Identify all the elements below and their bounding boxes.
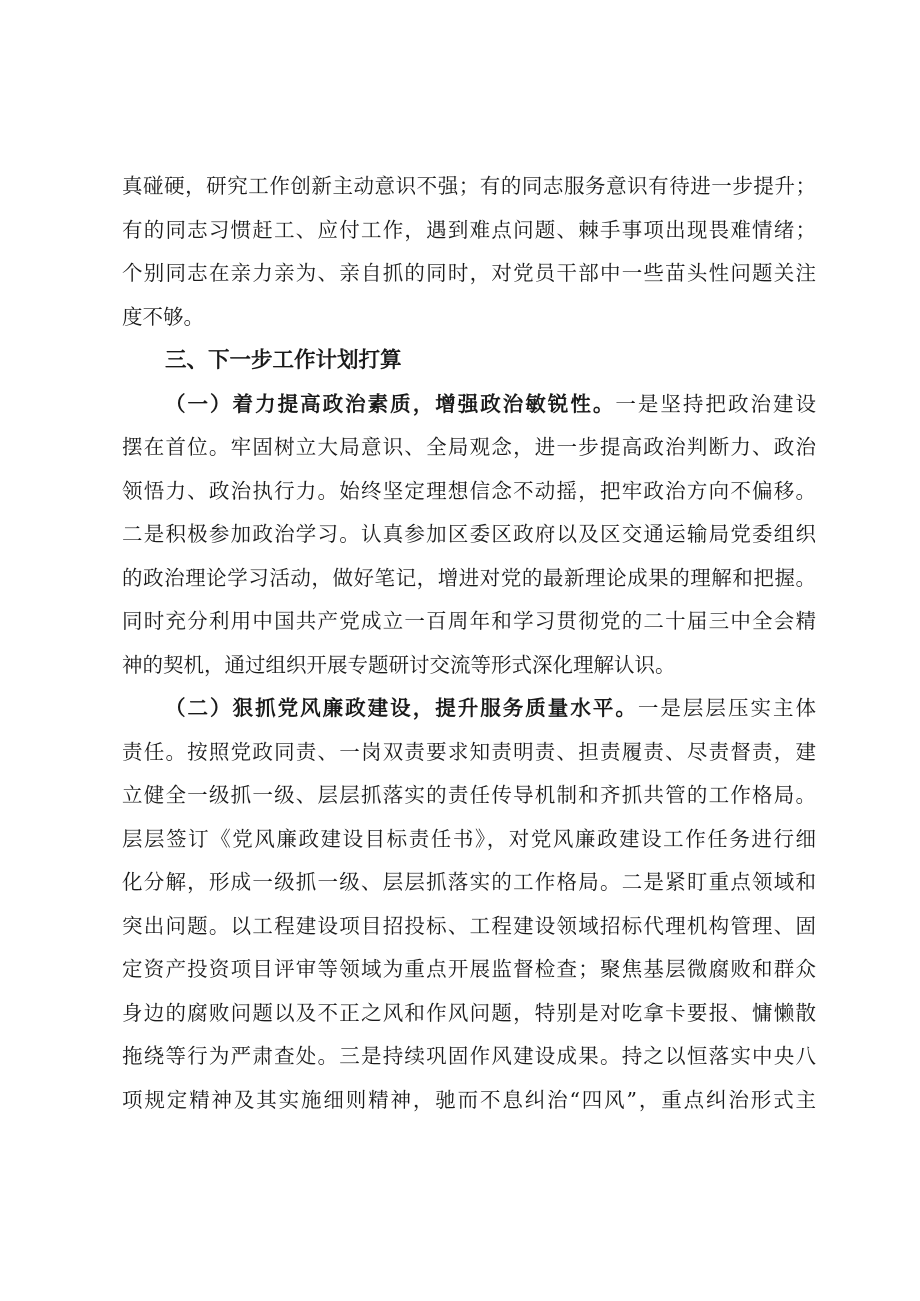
text-line: 定资产投资项目评审等领域为重点开展监督检查；聚焦基层微腐败和群众 — [122, 957, 816, 981]
text-line: 领悟力、政治执行力。始终坚定理想信念不动摇，把牢政治方向不偏移。 — [122, 478, 816, 503]
text-line: 层层签订《党风廉政建设目标责任书》，对党风廉政建设工作任务进行细 — [122, 826, 816, 851]
text-line: 真碰硬，研究工作创新主动意识不强；有的同志服务意识有待进一步提升； — [122, 174, 816, 198]
text-line: 化分解，形成一级抓一级、层层抓落实的工作格局。二是紧盯重点领域和 — [122, 870, 816, 894]
text-line: 有的同志习惯赶工、应付工作，遇到难点问题、棘手事项出现畏难情绪； — [122, 217, 816, 242]
paragraph-first-text: 一是层层压实主体 — [637, 696, 816, 720]
text-line: 神的契机，通过组织开展专题研讨交流等形式深化理解认识。 — [122, 652, 676, 677]
paragraph-title: （一）着力提高政治素质，增强政治敏锐性。 — [165, 391, 616, 416]
paragraph-political-quality — [122, 383, 816, 688]
text-line: 突出问题。以工程建设项目招投标、工程建设领域招标代理机构管理、固 — [122, 913, 816, 938]
text-line: 的政治理论学习活动，做好笔记，增进对党的最新理论成果的理解和把握。 — [122, 565, 816, 590]
text-line: 身边的腐败问题以及不正之风和作风问题，特别是对吃拿卡要报、慵懒散 — [122, 1000, 816, 1025]
paragraph-first-line — [122, 383, 816, 427]
text-line: 同时充分利用中国共产党成立一百周年和学习贯彻党的二十届三中全会精 — [122, 609, 816, 633]
text-line: 立健全一级抓一级、层层抓落实的责任传导机制和齐抓共管的工作格局。 — [122, 783, 816, 807]
text-line: 二是积极参加政治学习。认真参加区委区政府以及区交通运输局党委组织 — [122, 522, 816, 546]
text-line: 摆在首位。牢固树立大局意识、全局观念，进一步提高政治判断力、政治 — [122, 435, 816, 459]
paragraph-party-conduct — [122, 687, 816, 1122]
text-line: 度不够。 — [122, 304, 204, 329]
paragraph-title: （二）狠抓党风廉政建设，提升服务质量水平。 — [165, 696, 638, 720]
text-line: 个别同志在亲力亲为、亲自抓的同时，对党员干部中一些苗头性问题关注 — [122, 261, 816, 285]
text-line: 项规定精神及其实施细则精神，驰而不息纠治“四风”，重点纠治形式主 — [122, 1087, 816, 1112]
document-body — [122, 165, 816, 1122]
section-heading: 三、下一步工作计划打算 — [165, 348, 402, 373]
paragraph-first-line — [122, 687, 816, 731]
text-line: 责任。按照党政同责、一岗双责要求知责明责、担责履责、尽责督责，建 — [122, 739, 816, 764]
paragraph-first-text: 一是坚持把政治建设 — [615, 391, 816, 416]
paragraph-continuation — [122, 165, 816, 339]
text-line: 拖绕等行为严肃查处。三是持续巩固作风建设成果。持之以恒落实中央八 — [122, 1044, 816, 1068]
